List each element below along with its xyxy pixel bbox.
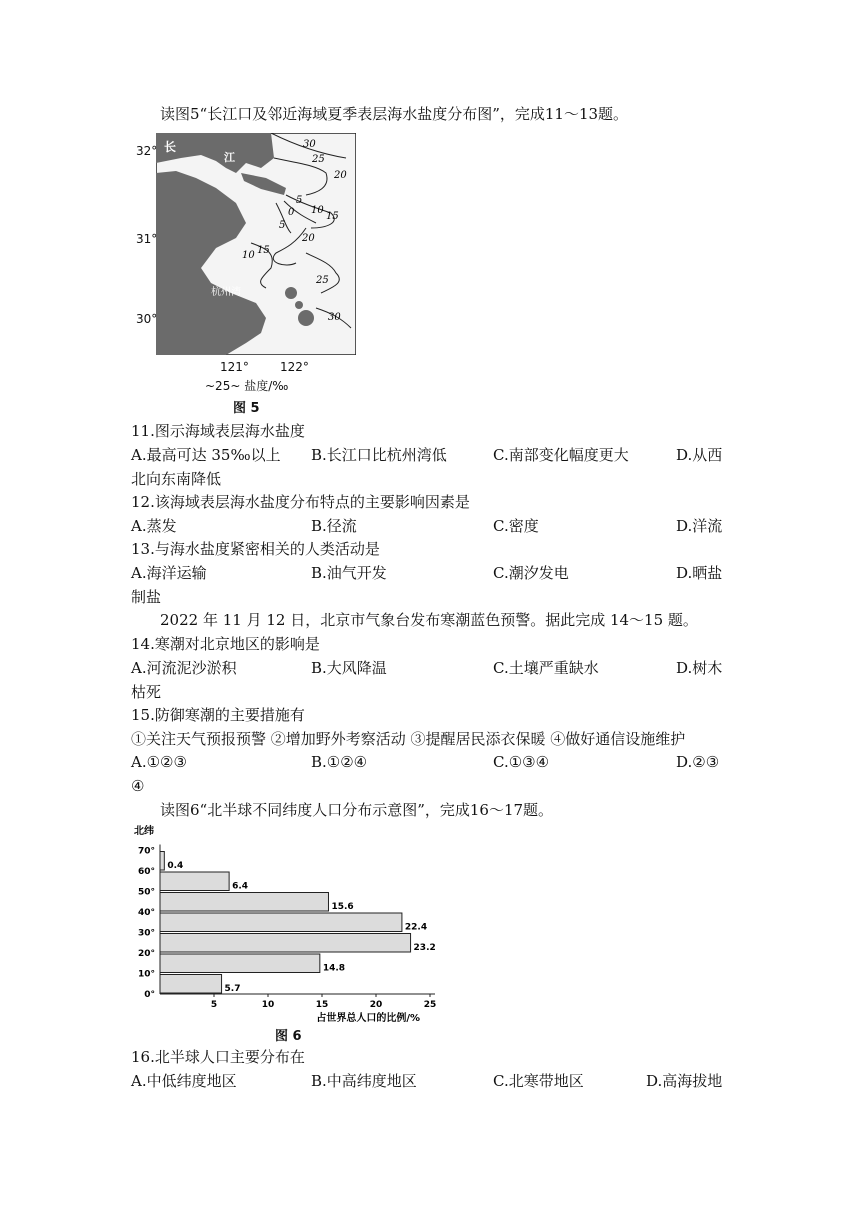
q15-items: ①关注天气预报预警 ②增加野外考察活动 ③提醒居民添衣保暖 ④做好通信设施维护: [131, 730, 686, 748]
intro-figure5: 读图5“长江口及邻近海域夏季表层海水盐度分布图”，完成11～13题。: [160, 105, 629, 123]
q16-stem: 16.北半球人口主要分布在: [131, 1048, 305, 1066]
salinity-map-figure5: [156, 133, 356, 355]
q15-option-d-wrap: ④: [131, 777, 145, 795]
y-tick-label: 60°: [137, 867, 155, 877]
q13-option-d-wrap: 制盐: [131, 588, 162, 606]
q12-stem: 12.该海域表层海水盐度分布特点的主要影响因素是: [131, 493, 470, 511]
y-tick-label: 0°: [144, 990, 155, 1000]
isoline-25b: 25: [316, 275, 329, 286]
lat-label-32: 32°: [136, 144, 158, 158]
river-label-jiang: 江: [224, 151, 235, 164]
y-axis-label: 北纬: [134, 826, 154, 837]
q14-option-c[interactable]: C.土壤严重缺水: [493, 659, 599, 677]
y-tick-label: 20°: [137, 949, 155, 959]
x-axis-label: 占世界总人口的比例/%: [316, 1013, 420, 1022]
bar-value-label: 5.7: [224, 984, 241, 994]
q14-stem: 14.寒潮对北京地区的影响是: [131, 635, 320, 653]
isoline-30-top: 30: [303, 139, 316, 150]
bar-value-label: 22.4: [404, 922, 428, 933]
lat-label-31: 31°: [136, 232, 158, 246]
river-label-chang: 长: [164, 140, 177, 154]
x-tick-label: 25: [423, 1000, 437, 1010]
bar-value-label: 0.4: [167, 861, 184, 871]
bar-value-label: 6.4: [232, 881, 249, 892]
q11-option-d[interactable]: D.从西: [676, 446, 723, 464]
q11-option-a[interactable]: A.最高可达 35‰以上: [131, 446, 281, 464]
q11-option-b[interactable]: B.长江口比杭州湾低: [311, 446, 447, 464]
q13-stem: 13.与海水盐度紧密相关的人类活动是: [131, 540, 380, 558]
q12-option-c[interactable]: C.密度: [493, 517, 539, 535]
isoline-10b: 10: [242, 250, 255, 261]
q12-option-a[interactable]: A.蒸发: [131, 517, 177, 535]
isoline-5b: 5: [279, 220, 286, 231]
y-tick-label: 50°: [137, 887, 155, 898]
q15-option-b[interactable]: B.①②④: [311, 753, 368, 771]
q13-option-c[interactable]: C.潮汐发电: [493, 564, 569, 582]
bar-value-label: 14.8: [322, 963, 346, 974]
bar-50°-60°: [160, 872, 229, 891]
y-tick-label: 10°: [137, 969, 155, 980]
isoline-15b: 15: [257, 245, 270, 256]
population-latitude-chart: [130, 822, 450, 1022]
isoline-0: 0: [288, 207, 295, 218]
lat-label-30: 30°: [136, 312, 158, 326]
x-tick-label: 20: [369, 1000, 383, 1010]
isoline-20b: 20: [302, 233, 315, 244]
bar-60°-70°: [160, 852, 164, 871]
y-tick-label: 70°: [137, 846, 155, 857]
q12-option-b[interactable]: B.径流: [311, 517, 357, 535]
bar-20°-30°: [160, 934, 411, 953]
figure6-caption: 图 6: [275, 1029, 302, 1044]
isoline-15: 15: [326, 211, 339, 222]
isoline-10: 10: [311, 205, 324, 216]
x-tick-label: 10: [261, 1000, 275, 1010]
q11-stem: 11.图示海域表层海水盐度: [131, 422, 305, 440]
q15-option-d[interactable]: D.②③: [676, 753, 720, 771]
isoline-30b: 30: [328, 312, 341, 323]
intro-figure6: 读图6“北半球不同纬度人口分布示意图”，完成16～17题。: [160, 801, 554, 819]
q16-option-d[interactable]: D.高海拔地: [646, 1072, 723, 1090]
lon-label-122: 122°: [280, 360, 309, 374]
bar-value-label: 23.2: [413, 943, 436, 953]
isoline-5: 5: [296, 195, 303, 206]
q11-option-d-wrap: 北向东南降低: [131, 470, 222, 488]
x-tick-label: 15: [315, 1000, 329, 1010]
y-tick-label: 40°: [137, 908, 155, 918]
map-legend: ~25~ 盐度/‰: [205, 379, 289, 393]
q13-option-a[interactable]: A.海洋运输: [131, 564, 207, 582]
isoline-20: 20: [334, 170, 347, 181]
isoline-25-top: 25: [312, 154, 325, 165]
figure5-caption: 图 5: [233, 401, 260, 416]
q15-option-c[interactable]: C.①③④: [493, 753, 550, 771]
q14-option-b[interactable]: B.大风降温: [311, 659, 387, 677]
bar-value-label: 15.6: [331, 902, 354, 912]
q12-option-d[interactable]: D.洋流: [676, 517, 723, 535]
q14-option-d-wrap: 枯死: [131, 683, 162, 701]
y-tick-label: 30°: [137, 928, 155, 939]
bar-0°-10°: [160, 975, 222, 994]
q13-option-b[interactable]: B.油气开发: [311, 564, 387, 582]
q15-option-a[interactable]: A.①②③: [131, 753, 187, 771]
q13-option-d[interactable]: D.晒盐: [676, 564, 723, 582]
x-tick-label: 5: [210, 1000, 218, 1010]
bar-40°-50°: [160, 893, 328, 912]
bay-label: 杭州湾: [211, 287, 241, 298]
lon-label-121: 121°: [220, 360, 249, 374]
intro-coldwave: 2022 年 11 月 12 日，北京市气象台发布寒潮蓝色预警。据此完成 14～15 题。: [160, 611, 698, 629]
q14-option-d[interactable]: D.树木: [676, 659, 723, 677]
q11-option-c[interactable]: C.南部变化幅度更大: [493, 446, 629, 464]
q14-option-a[interactable]: A.河流泥沙淤积: [131, 659, 237, 677]
q16-option-b[interactable]: B.中高纬度地区: [311, 1072, 417, 1090]
bar-10°-20°: [160, 954, 320, 973]
bar-30°-40°: [160, 913, 402, 932]
q16-option-c[interactable]: C.北寒带地区: [493, 1072, 584, 1090]
q16-option-a[interactable]: A.中低纬度地区: [131, 1072, 237, 1090]
q15-stem: 15.防御寒潮的主要措施有: [131, 706, 305, 724]
